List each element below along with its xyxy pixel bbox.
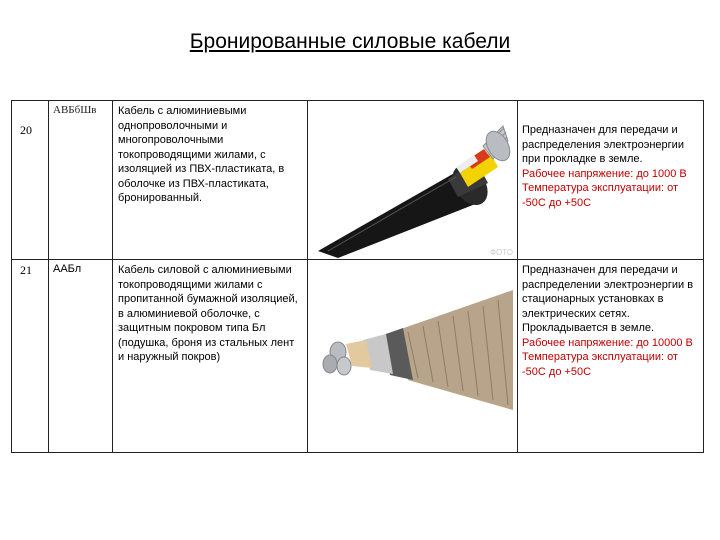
- cable-voltage: Рабочее напряжение: до 1000 В: [522, 167, 687, 180]
- cable-image-cell: [308, 101, 518, 260]
- cable-mark: АВБбШв: [49, 101, 113, 260]
- row-number: 21: [12, 260, 49, 453]
- cable-purpose: Предназначен для передачи и распределения электроэнергии при прокладке в земле.: [522, 124, 684, 165]
- cable-temperature: Температура эксплуатации: от -50С до +50С: [522, 182, 679, 209]
- cable-cross-section-paper-icon: [308, 260, 518, 451]
- cable-temperature: Температура эксплуатации: от -50С до +50С: [522, 351, 679, 378]
- table-row: [12, 260, 704, 453]
- cable-purpose-cell: [518, 101, 704, 260]
- image-watermark: ФОТО: [489, 248, 513, 257]
- cable-description: Кабель с алюминиевыми однопроволочными и многопроволочными токопроводящими жилами, с изоляцией из ПВХ-пластиката, в оболочке из ПВХ-пластиката, бронированный.: [113, 101, 308, 260]
- cable-purpose: Предназначен для передачи и распределении электроэнергии в стационарных установках в электрических сетях. Прокладывается в земле.: [522, 264, 694, 334]
- cable-image-cell: [308, 260, 518, 453]
- cable-description: Кабель силовой с алюминиевыми токопроводящими жилами с пропитанной бумажной изоляцией, в алюминиевой оболочке, с защитным покровом типа Бл (подушка, броня из стальных лент и наружный покров): [113, 260, 308, 453]
- cables-table: [11, 100, 704, 453]
- row-number: 20: [12, 101, 49, 260]
- cable-voltage: Рабочее напряжение: до 10000 В: [522, 336, 693, 349]
- page-title: Бронированные силовые кабели: [189, 30, 511, 53]
- table-row: [12, 101, 704, 260]
- cable-mark: ААБл: [49, 260, 113, 453]
- cable-cross-section-pvc-icon: [308, 101, 518, 258]
- cable-purpose-cell: [518, 260, 704, 453]
